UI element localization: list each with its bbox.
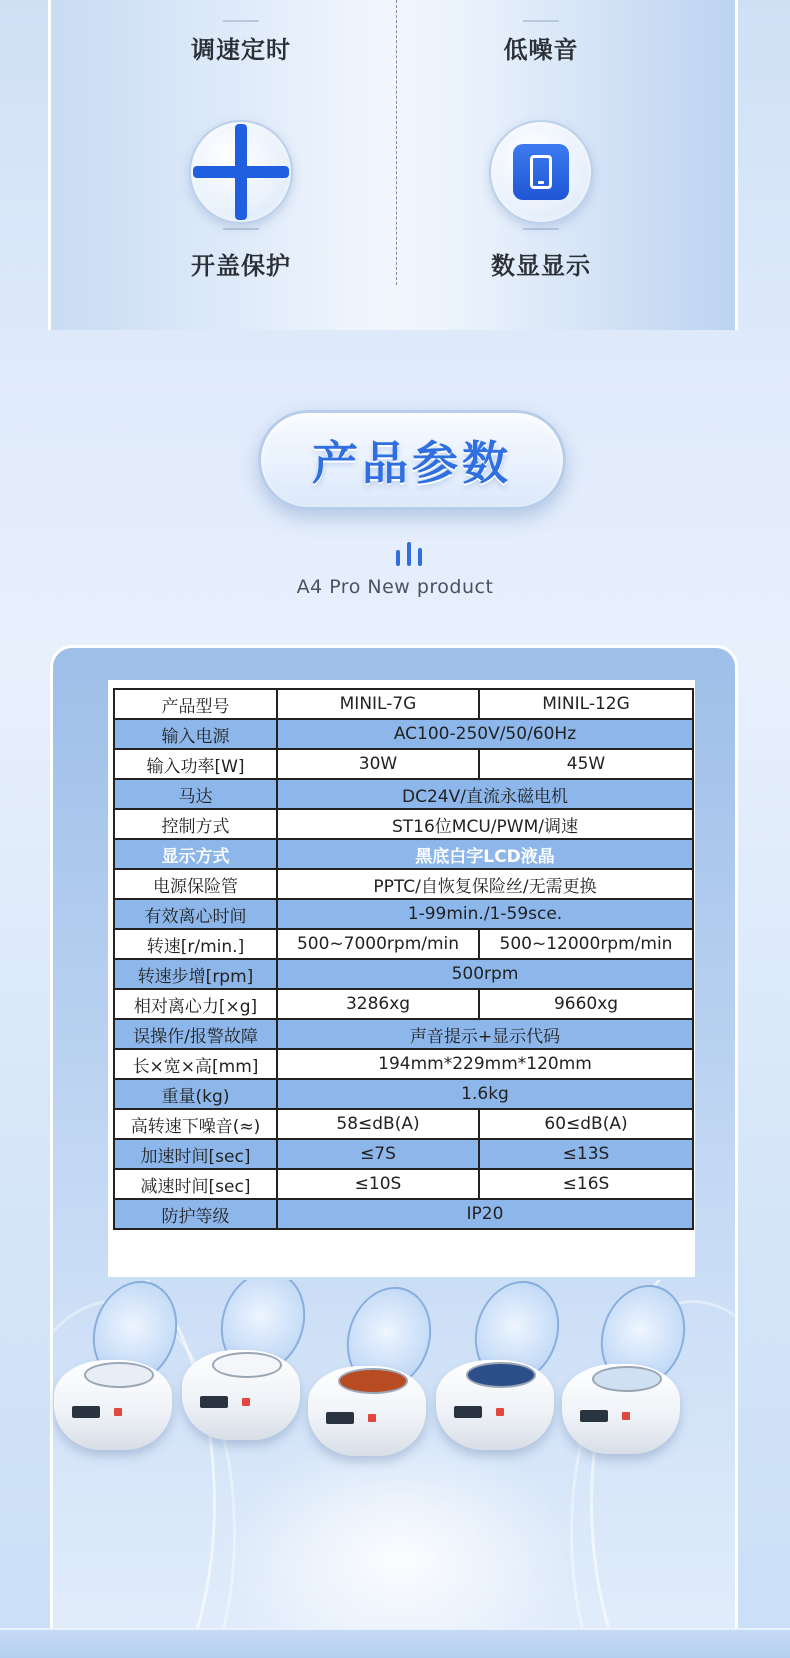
feature-low-noise — [441, 20, 641, 65]
plus-icon — [189, 120, 293, 224]
feature-lid-protection — [141, 120, 341, 281]
spec-value: 60≤dB(A) — [479, 1109, 693, 1139]
feature-ornament-line — [223, 228, 259, 230]
spec-label: 输入电源 — [114, 719, 277, 749]
spec-value: ST16位MCU/PWM/调速 — [277, 809, 693, 839]
spec-row — [114, 839, 693, 869]
feature-label: 调速定时 — [191, 36, 291, 64]
features-panel — [48, 0, 738, 330]
spec-row — [114, 1139, 693, 1169]
spec-row — [114, 869, 693, 899]
feature-ornament-line — [223, 20, 259, 22]
spec-label: 显示方式 — [114, 839, 277, 869]
spec-value: 声音提示+显示代码 — [277, 1019, 693, 1049]
spec-value: ≤16S — [479, 1169, 693, 1199]
spec-value: ≤13S — [479, 1139, 693, 1169]
spec-row — [114, 1109, 693, 1139]
spec-row — [114, 989, 693, 1019]
spec-label: 电源保险管 — [114, 869, 277, 899]
spec-row — [114, 1199, 693, 1229]
centrifuge-device — [562, 1284, 682, 1464]
spec-value: MINIL-12G — [479, 689, 693, 719]
spec-label: 控制方式 — [114, 809, 277, 839]
spec-label: 加速时间[sec] — [114, 1139, 277, 1169]
spec-row — [114, 1049, 693, 1079]
spec-label: 长×宽×高[mm] — [114, 1049, 277, 1079]
spec-value: 黑底白字LCD液晶 — [277, 839, 693, 869]
section-title-pill — [258, 410, 566, 510]
spec-value: 194mm*229mm*120mm — [277, 1049, 693, 1079]
spec-value: 3286xg — [277, 989, 479, 1019]
feature-speed-timer — [141, 20, 341, 65]
spec-table — [113, 688, 694, 1230]
feature-digital-display — [441, 120, 641, 281]
spec-label: 产品型号 — [114, 689, 277, 719]
centrifuge-device — [308, 1286, 428, 1466]
section-subtitle: A4 Pro New product — [296, 576, 494, 598]
spec-value: 58≤dB(A) — [277, 1109, 479, 1139]
spec-value: 45W — [479, 749, 693, 779]
spec-value: IP20 — [277, 1199, 693, 1229]
footer-strip — [0, 1628, 790, 1658]
spec-label: 减速时间[sec] — [114, 1169, 277, 1199]
feature-ornament-line — [523, 20, 559, 22]
spec-label: 重量(kg) — [114, 1079, 277, 1109]
spec-value: 1-99min./1-59sce. — [277, 899, 693, 929]
spec-value: AC100-250V/50/60Hz — [277, 719, 693, 749]
spec-label: 误操作/报警故障 — [114, 1019, 277, 1049]
spec-label: 高转速下噪音(≈) — [114, 1109, 277, 1139]
section-title: 产品参数 — [312, 436, 512, 490]
spec-value: PPTC/自恢复保险丝/无需更换 — [277, 869, 693, 899]
centrifuge-device — [182, 1280, 302, 1450]
spec-value: 500~7000rpm/min — [277, 929, 479, 959]
feature-ornament-line — [523, 228, 559, 230]
spec-value: 30W — [277, 749, 479, 779]
spec-value: ≤10S — [277, 1169, 479, 1199]
spec-row — [114, 809, 693, 839]
spec-row — [114, 749, 693, 779]
spec-label: 马达 — [114, 779, 277, 809]
spec-label: 转速步增[rpm] — [114, 959, 277, 989]
bars-ornament-icon — [396, 540, 436, 566]
product-showcase — [50, 1280, 738, 1650]
spec-row — [114, 929, 693, 959]
spec-value: 9660xg — [479, 989, 693, 1019]
spec-value: 500~12000rpm/min — [479, 929, 693, 959]
spec-row — [114, 899, 693, 929]
feature-label: 开盖保护 — [191, 252, 291, 280]
spec-label: 输入功率[W] — [114, 749, 277, 779]
centrifuge-device — [54, 1280, 174, 1460]
spec-value: 500rpm — [277, 959, 693, 989]
spec-row — [114, 1169, 693, 1199]
feature-label: 低噪音 — [503, 36, 579, 64]
phone-display-icon — [489, 120, 593, 224]
spec-value: ≤7S — [277, 1139, 479, 1169]
spec-row — [114, 689, 693, 719]
spec-row — [114, 1019, 693, 1049]
spec-label: 防护等级 — [114, 1199, 277, 1229]
feature-label: 数显显示 — [491, 252, 591, 280]
spec-label: 有效离心时间 — [114, 899, 277, 929]
spec-value: 1.6kg — [277, 1079, 693, 1109]
spec-row — [114, 1079, 693, 1109]
centrifuge-device — [436, 1280, 556, 1460]
spec-row — [114, 959, 693, 989]
spec-label: 转速[r/min.] — [114, 929, 277, 959]
spec-value: MINIL-7G — [277, 689, 479, 719]
spec-row — [114, 719, 693, 749]
spec-label: 相对离心力[×g] — [114, 989, 277, 1019]
spec-row — [114, 779, 693, 809]
features-divider — [396, 0, 397, 285]
spec-value: DC24V/直流永磁电机 — [277, 779, 693, 809]
